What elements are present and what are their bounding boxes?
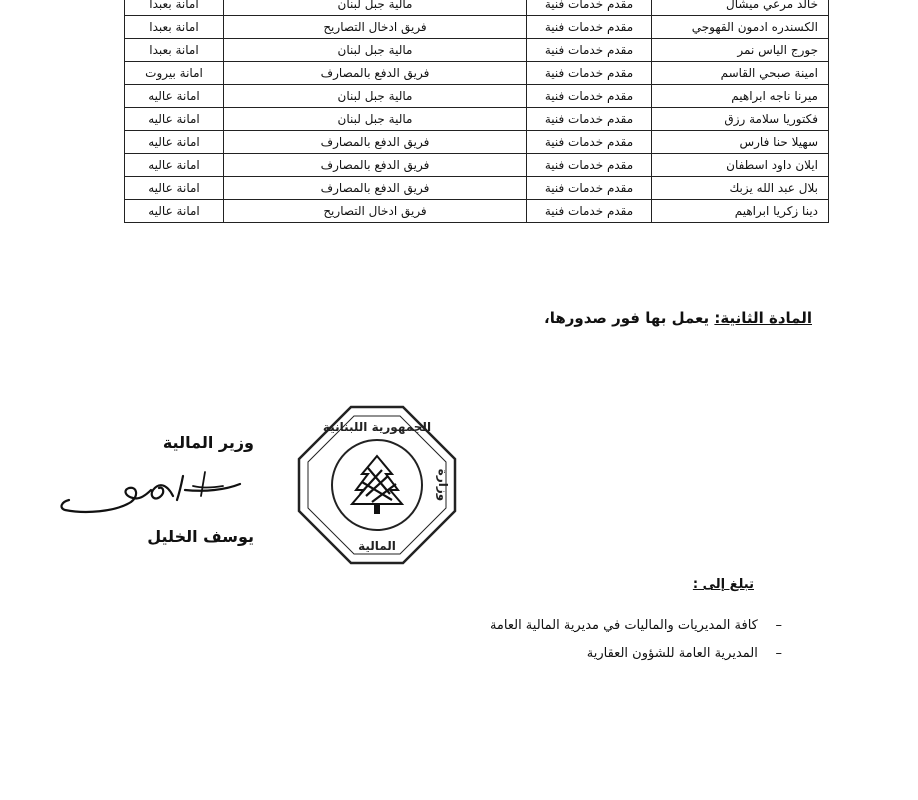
office-cell: امانة بيروت	[125, 62, 224, 85]
table-row	[125, 200, 829, 223]
distribution-item	[587, 646, 782, 661]
office-cell: امانة عاليه	[125, 154, 224, 177]
table-row	[125, 0, 829, 16]
table-row	[125, 177, 829, 200]
team-cell: فريق الدفع بالمصارف	[224, 154, 527, 177]
table-body	[125, 0, 829, 223]
job-title-cell: مقدم خدمات فنية	[527, 39, 652, 62]
team-cell: فريق ادخال التصاريح	[224, 200, 527, 223]
staff-table	[124, 0, 829, 223]
table-row	[125, 108, 829, 131]
team-cell: مالية جبل لبنان	[224, 108, 527, 131]
seal-bottom-text: المالية	[358, 539, 396, 553]
team-cell: مالية جبل لبنان	[224, 39, 527, 62]
table-row	[125, 62, 829, 85]
employee-name-cell: بلال عبد الله يزبك	[652, 177, 829, 200]
bullet-dash: –	[775, 618, 782, 633]
employee-name-cell: فكتوريا سلامة رزق	[652, 108, 829, 131]
article-two	[544, 309, 812, 327]
job-title-cell: مقدم خدمات فنية	[527, 0, 652, 16]
employee-name-cell: الكسندره ادمون القهوجي	[652, 16, 829, 39]
table-row	[125, 131, 829, 154]
cedar-icon	[352, 456, 402, 514]
job-title-cell: مقدم خدمات فنية	[527, 200, 652, 223]
distribution-label: تبلغ إلى :	[692, 577, 754, 592]
office-cell: امانة عاليه	[125, 108, 224, 131]
office-cell: امانة عاليه	[125, 177, 224, 200]
job-title-cell: مقدم خدمات فنية	[527, 62, 652, 85]
table-row	[125, 39, 829, 62]
seal-top-text: الجمهورية اللبنانية	[322, 420, 432, 434]
handwritten-signature	[55, 466, 245, 530]
bullet-dash: –	[775, 646, 782, 661]
seal-graphic	[296, 404, 458, 566]
office-cell: امانة عاليه	[125, 200, 224, 223]
office-cell: امانة بعبدا	[125, 39, 224, 62]
team-cell: فريق الدفع بالمصارف	[224, 131, 527, 154]
table-row	[125, 85, 829, 108]
article-lead: المادة الثانية:	[714, 309, 812, 327]
job-title-cell: مقدم خدمات فنية	[527, 131, 652, 154]
employee-name-cell: امينة صبحي القاسم	[652, 62, 829, 85]
job-title-cell: مقدم خدمات فنية	[527, 16, 652, 39]
article-text: يعمل بها فور صدورها،	[544, 309, 710, 327]
team-cell: فريق ادخال التصاريح	[224, 16, 527, 39]
employee-name-cell: خالد مرعي ميشال	[652, 0, 829, 16]
team-cell: مالية جبل لبنان	[224, 85, 527, 108]
distribution-item	[490, 618, 782, 633]
employee-name-cell: ميرنا ناجه ابراهيم	[652, 85, 829, 108]
minister-title: وزير المالية	[162, 433, 254, 452]
employee-name-cell: سهيلا حنا فارس	[652, 131, 829, 154]
minister-name: يوسف الخليل	[147, 527, 254, 546]
team-cell: فريق الدفع بالمصارف	[224, 62, 527, 85]
job-title-cell: مقدم خدمات فنية	[527, 85, 652, 108]
job-title-cell: مقدم خدمات فنية	[527, 177, 652, 200]
team-cell: فريق الدفع بالمصارف	[224, 177, 527, 200]
office-cell: امانة عاليه	[125, 85, 224, 108]
distribution-text: كافة المديريات والماليات في مديرية المالية العامة	[489, 618, 758, 633]
team-cell: مالية جبل لبنان	[224, 0, 527, 16]
employee-name-cell: ايلان داود اسطفان	[652, 154, 829, 177]
table-row	[125, 154, 829, 177]
job-title-cell: مقدم خدمات فنية	[527, 154, 652, 177]
office-cell: امانة بعبدا	[125, 16, 224, 39]
seal-side-text: وزارة	[436, 468, 450, 502]
employee-name-cell: جورج الياس نمر	[652, 39, 829, 62]
office-cell: امانة عاليه	[125, 131, 224, 154]
office-cell: امانة بعبدا	[125, 0, 224, 16]
table-row	[125, 16, 829, 39]
distribution-text: المديرية العامة للشؤون العقارية	[586, 646, 758, 661]
job-title-cell: مقدم خدمات فنية	[527, 108, 652, 131]
employee-name-cell: دينا زكريا ابراهيم	[652, 200, 829, 223]
ministry-seal	[296, 404, 458, 570]
